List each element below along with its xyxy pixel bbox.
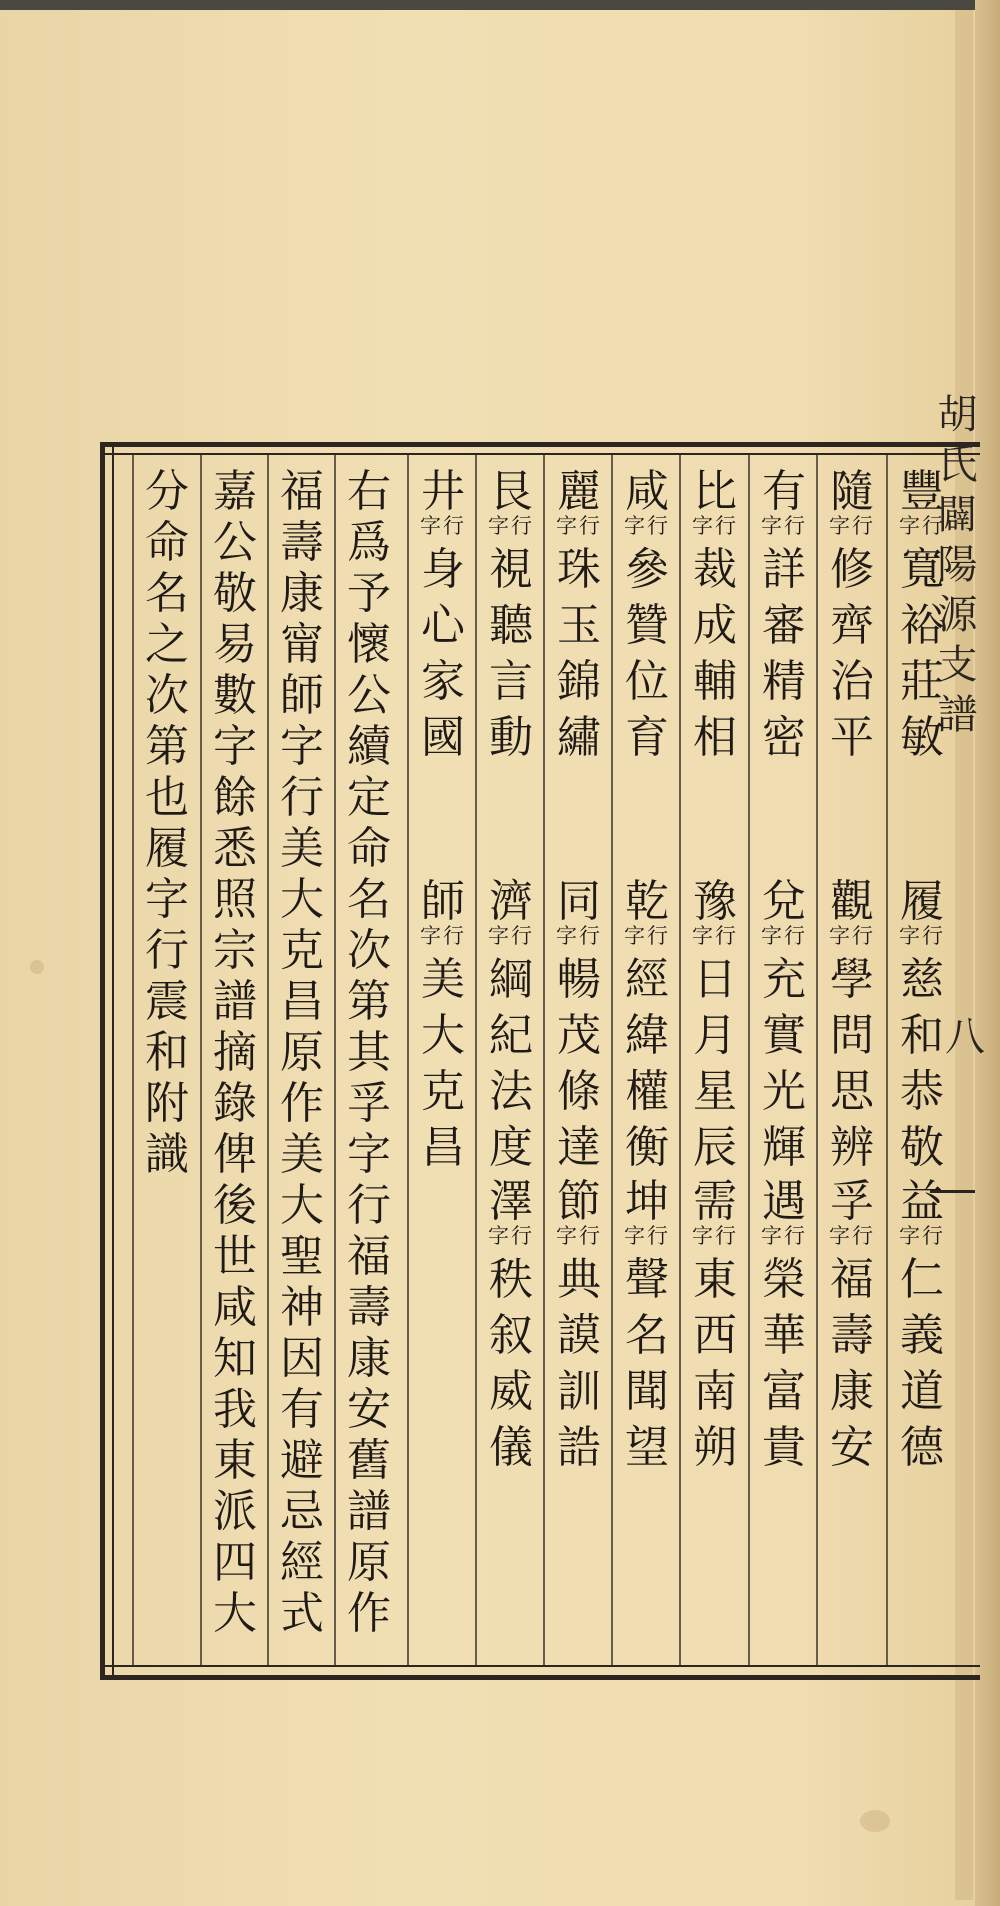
generation-key-char: 乾 bbox=[625, 876, 669, 927]
name-sequence-char: 治 bbox=[830, 656, 874, 707]
title-char: 胡 bbox=[937, 392, 978, 438]
name-sequence-char: 充 bbox=[762, 954, 806, 1005]
name-sequence-char: 安 bbox=[830, 1422, 874, 1473]
postscript-line-char: 命 bbox=[347, 823, 391, 874]
generation-key-char: 隨 bbox=[830, 466, 874, 517]
name-sequence-char: 詳 bbox=[762, 544, 806, 595]
postscript-line-char: 行 bbox=[347, 1180, 391, 1231]
name-sequence-char: 道 bbox=[900, 1366, 944, 1417]
name-sequence-char: 壽 bbox=[830, 1310, 874, 1361]
title-char: 譜 bbox=[937, 692, 978, 738]
name-sequence-char: 秩 bbox=[489, 1254, 533, 1305]
name-sequence-char: 聞 bbox=[625, 1366, 669, 1417]
postscript-line-char: 福 bbox=[347, 1231, 391, 1282]
frame-rule-top bbox=[100, 453, 980, 455]
frame-rule-bottom bbox=[100, 1665, 980, 1667]
postscript-line-char: 字 bbox=[280, 721, 324, 772]
postscript-line-char: 字 bbox=[145, 874, 189, 925]
postscript-line-char: 式 bbox=[280, 1588, 324, 1639]
name-sequence-char: 敏 bbox=[900, 712, 944, 763]
postscript-line-char: 譜 bbox=[347, 1486, 391, 1537]
name-sequence-char: 育 bbox=[625, 712, 669, 763]
postscript-line-char: 大 bbox=[280, 874, 324, 925]
postscript-line-char: 摘 bbox=[213, 1027, 257, 1078]
name-sequence-char: 義 bbox=[900, 1310, 944, 1361]
name-sequence-char: 相 bbox=[693, 712, 737, 763]
postscript-line-char: 克 bbox=[280, 925, 324, 976]
name-sequence-char: 日 bbox=[693, 954, 737, 1005]
postscript-line-char: 師 bbox=[280, 670, 324, 721]
name-sequence-char: 視 bbox=[489, 544, 533, 595]
postscript-line-char: 經 bbox=[280, 1537, 324, 1588]
postscript-line-char: 第 bbox=[145, 721, 189, 772]
postscript-line-char: 續 bbox=[347, 721, 391, 772]
title-char: 支 bbox=[937, 642, 978, 688]
column-rule bbox=[886, 455, 888, 1665]
frame-rule-left bbox=[112, 442, 114, 1680]
postscript-line-char: 安 bbox=[347, 1384, 391, 1435]
generation-key-char: 孚 bbox=[830, 1176, 874, 1227]
column-rule bbox=[200, 455, 202, 1665]
postscript-line-char: 派 bbox=[213, 1486, 257, 1537]
postscript-line-char: 作 bbox=[347, 1588, 391, 1639]
name-sequence-char: 誥 bbox=[557, 1422, 601, 1473]
postscript-line-char: 舊 bbox=[347, 1435, 391, 1486]
postscript-line-char: 世 bbox=[213, 1231, 257, 1282]
postscript-line-char: 美 bbox=[280, 1129, 324, 1180]
postscript-line-char: 東 bbox=[213, 1435, 257, 1486]
generation-key-char: 師 bbox=[421, 876, 465, 927]
postscript-line-char: 名 bbox=[347, 874, 391, 925]
generation-key-char: 益 bbox=[900, 1176, 944, 1227]
generation-key-char: 澤 bbox=[489, 1176, 533, 1227]
name-sequence-char: 儀 bbox=[489, 1422, 533, 1473]
name-sequence-char: 聲 bbox=[625, 1254, 669, 1305]
postscript-line-char: 附 bbox=[145, 1078, 189, 1129]
postscript-line-char: 次 bbox=[347, 925, 391, 976]
postscript-line-char: 孚 bbox=[347, 1078, 391, 1129]
name-sequence-char: 實 bbox=[762, 1010, 806, 1061]
generation-key-note: 字行 bbox=[624, 1224, 670, 1248]
name-sequence-char: 克 bbox=[421, 1066, 465, 1117]
postscript-line-char: 有 bbox=[280, 1384, 324, 1435]
postscript-line-char: 知 bbox=[213, 1333, 257, 1384]
generation-key-note: 字行 bbox=[556, 924, 602, 948]
paper-stain bbox=[860, 1810, 890, 1832]
postscript-line-char: 識 bbox=[145, 1129, 189, 1180]
postscript-line-char: 避 bbox=[280, 1435, 324, 1486]
postscript-line-char: 俾 bbox=[213, 1129, 257, 1180]
name-sequence-char: 朔 bbox=[693, 1422, 737, 1473]
name-sequence-char: 茂 bbox=[557, 1010, 601, 1061]
generation-key-note: 字行 bbox=[488, 1224, 534, 1248]
column-rule bbox=[132, 455, 134, 1665]
generation-key-note: 字行 bbox=[420, 514, 466, 538]
name-sequence-char: 家 bbox=[421, 656, 465, 707]
generation-key-char: 豐 bbox=[900, 466, 944, 517]
name-sequence-char: 達 bbox=[557, 1122, 601, 1173]
generation-key-note: 字行 bbox=[692, 924, 738, 948]
name-sequence-char: 緯 bbox=[625, 1010, 669, 1061]
name-sequence-char: 玉 bbox=[557, 600, 601, 651]
postscript-line-char: 悉 bbox=[213, 823, 257, 874]
generation-key-note: 字行 bbox=[692, 1224, 738, 1248]
column-rule bbox=[407, 455, 409, 1665]
name-sequence-char: 國 bbox=[421, 712, 465, 763]
name-sequence-char: 恭 bbox=[900, 1066, 944, 1117]
name-sequence-char: 度 bbox=[489, 1122, 533, 1173]
postscript-line-char: 其 bbox=[347, 1027, 391, 1078]
name-sequence-char: 成 bbox=[693, 600, 737, 651]
generation-key-note: 字行 bbox=[692, 514, 738, 538]
postscript-line-char: 敬 bbox=[213, 568, 257, 619]
name-sequence-char: 南 bbox=[693, 1366, 737, 1417]
name-sequence-char: 平 bbox=[830, 712, 874, 763]
name-sequence-char: 貴 bbox=[762, 1422, 806, 1473]
name-sequence-char: 莊 bbox=[900, 656, 944, 707]
name-sequence-char: 福 bbox=[830, 1254, 874, 1305]
generation-key-note: 字行 bbox=[488, 924, 534, 948]
postscript-line-char: 之 bbox=[145, 619, 189, 670]
generation-key-note: 字行 bbox=[761, 514, 807, 538]
generation-key-note: 字行 bbox=[624, 924, 670, 948]
generation-key-note: 字行 bbox=[556, 1224, 602, 1248]
name-sequence-char: 辰 bbox=[693, 1122, 737, 1173]
name-sequence-char: 謨 bbox=[557, 1310, 601, 1361]
title-char: 源 bbox=[937, 592, 978, 638]
name-sequence-char: 參 bbox=[625, 544, 669, 595]
postscript-line-char: 後 bbox=[213, 1180, 257, 1231]
postscript-line-char: 餘 bbox=[213, 772, 257, 823]
generation-key-note: 字行 bbox=[899, 514, 945, 538]
postscript-line-char: 行 bbox=[280, 772, 324, 823]
postscript-line-char: 壽 bbox=[347, 1282, 391, 1333]
postscript-line-char: 定 bbox=[347, 772, 391, 823]
page-top-edge bbox=[0, 0, 1000, 10]
name-sequence-char: 言 bbox=[489, 656, 533, 707]
postscript-line-char: 懷 bbox=[347, 619, 391, 670]
postscript-line-char: 康 bbox=[347, 1333, 391, 1384]
name-sequence-char: 錦 bbox=[557, 656, 601, 707]
postscript-line-char: 咸 bbox=[213, 1282, 257, 1333]
postscript-line-char: 公 bbox=[347, 670, 391, 721]
name-sequence-char: 經 bbox=[625, 954, 669, 1005]
column-rule bbox=[543, 455, 545, 1665]
name-sequence-char: 贊 bbox=[625, 600, 669, 651]
generation-key-note: 字行 bbox=[761, 1224, 807, 1248]
generation-key-char: 艮 bbox=[489, 466, 533, 517]
postscript-line-char: 第 bbox=[347, 976, 391, 1027]
postscript-line-char: 我 bbox=[213, 1384, 257, 1435]
name-sequence-char: 身 bbox=[421, 544, 465, 595]
postscript-line-char: 公 bbox=[213, 517, 257, 568]
name-sequence-char: 東 bbox=[693, 1254, 737, 1305]
name-sequence-char: 寬 bbox=[900, 544, 944, 595]
name-sequence-char: 位 bbox=[625, 656, 669, 707]
generation-key-char: 麗 bbox=[557, 466, 601, 517]
title-char: 氏 bbox=[937, 442, 978, 488]
name-sequence-char: 修 bbox=[830, 544, 874, 595]
name-sequence-char: 康 bbox=[830, 1366, 874, 1417]
generation-key-note: 字行 bbox=[624, 514, 670, 538]
title-char: 陽 bbox=[937, 542, 978, 588]
postscript-line-char: 因 bbox=[280, 1333, 324, 1384]
page-number-mark: 八 bbox=[945, 1014, 985, 1060]
postscript-line-char: 字 bbox=[347, 1129, 391, 1180]
generation-key-char: 兌 bbox=[762, 876, 806, 927]
column-rule bbox=[334, 455, 336, 1665]
postscript-line-char: 原 bbox=[280, 1027, 324, 1078]
name-sequence-char: 條 bbox=[557, 1066, 601, 1117]
postscript-line-char: 予 bbox=[347, 568, 391, 619]
postscript-line-char: 和 bbox=[145, 1027, 189, 1078]
generation-key-char: 坤 bbox=[625, 1176, 669, 1227]
name-sequence-char: 光 bbox=[762, 1066, 806, 1117]
postscript-line-char: 字 bbox=[213, 721, 257, 772]
name-sequence-char: 昌 bbox=[421, 1122, 465, 1173]
postscript-line-char: 右 bbox=[347, 466, 391, 517]
name-sequence-char: 仁 bbox=[900, 1254, 944, 1305]
generation-key-char: 履 bbox=[900, 876, 944, 927]
name-sequence-char: 精 bbox=[762, 656, 806, 707]
name-sequence-char: 密 bbox=[762, 712, 806, 763]
postscript-line-char: 易 bbox=[213, 619, 257, 670]
name-sequence-char: 齊 bbox=[830, 600, 874, 651]
name-sequence-char: 西 bbox=[693, 1310, 737, 1361]
column-rule bbox=[816, 455, 818, 1665]
column-rule bbox=[611, 455, 613, 1665]
postscript-line-char: 照 bbox=[213, 874, 257, 925]
postscript-line-char: 神 bbox=[280, 1282, 324, 1333]
name-sequence-char: 權 bbox=[625, 1066, 669, 1117]
postscript-line-char: 甯 bbox=[280, 619, 324, 670]
generation-key-char: 同 bbox=[557, 876, 601, 927]
name-sequence-char: 美 bbox=[421, 954, 465, 1005]
postscript-line-char: 也 bbox=[145, 772, 189, 823]
generation-key-note: 字行 bbox=[761, 924, 807, 948]
generation-key-char: 節 bbox=[557, 1176, 601, 1227]
postscript-line-char: 宗 bbox=[213, 925, 257, 976]
name-sequence-char: 敬 bbox=[900, 1122, 944, 1173]
name-sequence-char: 學 bbox=[830, 954, 874, 1005]
generation-key-char: 豫 bbox=[693, 876, 737, 927]
name-sequence-char: 月 bbox=[693, 1010, 737, 1061]
postscript-line-char: 名 bbox=[145, 568, 189, 619]
name-sequence-char: 紀 bbox=[489, 1010, 533, 1061]
generation-key-note: 字行 bbox=[899, 1224, 945, 1248]
name-sequence-char: 動 bbox=[489, 712, 533, 763]
postscript-line-char: 嘉 bbox=[213, 466, 257, 517]
name-sequence-char: 衡 bbox=[625, 1122, 669, 1173]
postscript-line-char: 大 bbox=[280, 1180, 324, 1231]
name-sequence-char: 富 bbox=[762, 1366, 806, 1417]
name-sequence-char: 思 bbox=[830, 1066, 874, 1117]
name-sequence-char: 綱 bbox=[489, 954, 533, 1005]
name-sequence-char: 裁 bbox=[693, 544, 737, 595]
name-sequence-char: 法 bbox=[489, 1066, 533, 1117]
postscript-line-char: 忌 bbox=[280, 1486, 324, 1537]
column-rule bbox=[679, 455, 681, 1665]
name-sequence-char: 和 bbox=[900, 1010, 944, 1061]
column-rule bbox=[748, 455, 750, 1665]
generation-key-note: 字行 bbox=[420, 924, 466, 948]
postscript-line-char: 命 bbox=[145, 517, 189, 568]
generation-key-char: 需 bbox=[693, 1176, 737, 1227]
name-sequence-char: 榮 bbox=[762, 1254, 806, 1305]
postscript-line-char: 爲 bbox=[347, 517, 391, 568]
name-sequence-char: 慈 bbox=[900, 954, 944, 1005]
column-rule bbox=[475, 455, 477, 1665]
postscript-line-char: 福 bbox=[280, 466, 324, 517]
column-rule bbox=[267, 455, 269, 1665]
name-sequence-char: 珠 bbox=[557, 544, 601, 595]
name-sequence-char: 問 bbox=[830, 1010, 874, 1061]
name-sequence-char: 心 bbox=[421, 600, 465, 651]
name-sequence-char: 典 bbox=[557, 1254, 601, 1305]
postscript-line-char: 四 bbox=[213, 1537, 257, 1588]
name-sequence-char: 德 bbox=[900, 1422, 944, 1473]
name-sequence-char: 名 bbox=[625, 1310, 669, 1361]
generation-key-note: 字行 bbox=[556, 514, 602, 538]
name-sequence-char: 審 bbox=[762, 600, 806, 651]
postscript-line-char: 分 bbox=[145, 466, 189, 517]
generation-key-char: 有 bbox=[762, 466, 806, 517]
name-sequence-char: 大 bbox=[421, 1010, 465, 1061]
generation-key-note: 字行 bbox=[829, 924, 875, 948]
postscript-line-char: 大 bbox=[213, 1588, 257, 1639]
postscript-line-char: 昌 bbox=[280, 976, 324, 1027]
generation-key-char: 咸 bbox=[625, 466, 669, 517]
name-sequence-char: 望 bbox=[625, 1422, 669, 1473]
name-sequence-char: 叙 bbox=[489, 1310, 533, 1361]
postscript-line-char: 美 bbox=[280, 823, 324, 874]
postscript-line-char: 震 bbox=[145, 976, 189, 1027]
postscript-line-char: 譜 bbox=[213, 976, 257, 1027]
generation-key-char: 濟 bbox=[489, 876, 533, 927]
name-sequence-char: 裕 bbox=[900, 600, 944, 651]
postscript-line-char: 數 bbox=[213, 670, 257, 721]
generation-key-note: 字行 bbox=[899, 924, 945, 948]
postscript-line-char: 行 bbox=[145, 925, 189, 976]
postscript-line-char: 錄 bbox=[213, 1078, 257, 1129]
title-char: 闢 bbox=[937, 492, 978, 538]
postscript-line-char: 履 bbox=[145, 823, 189, 874]
postscript-line-char: 康 bbox=[280, 568, 324, 619]
postscript-line-char: 作 bbox=[280, 1078, 324, 1129]
name-sequence-char: 聽 bbox=[489, 600, 533, 651]
generation-key-char: 觀 bbox=[830, 876, 874, 927]
name-sequence-char: 輝 bbox=[762, 1122, 806, 1173]
name-sequence-char: 威 bbox=[489, 1366, 533, 1417]
generation-key-note: 字行 bbox=[488, 514, 534, 538]
name-sequence-char: 華 bbox=[762, 1310, 806, 1361]
generation-key-char: 遇 bbox=[762, 1176, 806, 1227]
postscript-line-char: 壽 bbox=[280, 517, 324, 568]
generation-key-note: 字行 bbox=[829, 1224, 875, 1248]
name-sequence-char: 辨 bbox=[830, 1122, 874, 1173]
generation-key-char: 比 bbox=[693, 466, 737, 517]
postscript-line-char: 聖 bbox=[280, 1231, 324, 1282]
paper-stain bbox=[30, 960, 44, 974]
name-sequence-char: 星 bbox=[693, 1066, 737, 1117]
postscript-line-char: 次 bbox=[145, 670, 189, 721]
postscript-line-char: 原 bbox=[347, 1537, 391, 1588]
name-sequence-char: 繡 bbox=[557, 712, 601, 763]
name-sequence-char: 輔 bbox=[693, 656, 737, 707]
generation-key-note: 字行 bbox=[829, 514, 875, 538]
name-sequence-char: 暢 bbox=[557, 954, 601, 1005]
name-sequence-char: 訓 bbox=[557, 1366, 601, 1417]
generation-key-char: 井 bbox=[421, 466, 465, 517]
